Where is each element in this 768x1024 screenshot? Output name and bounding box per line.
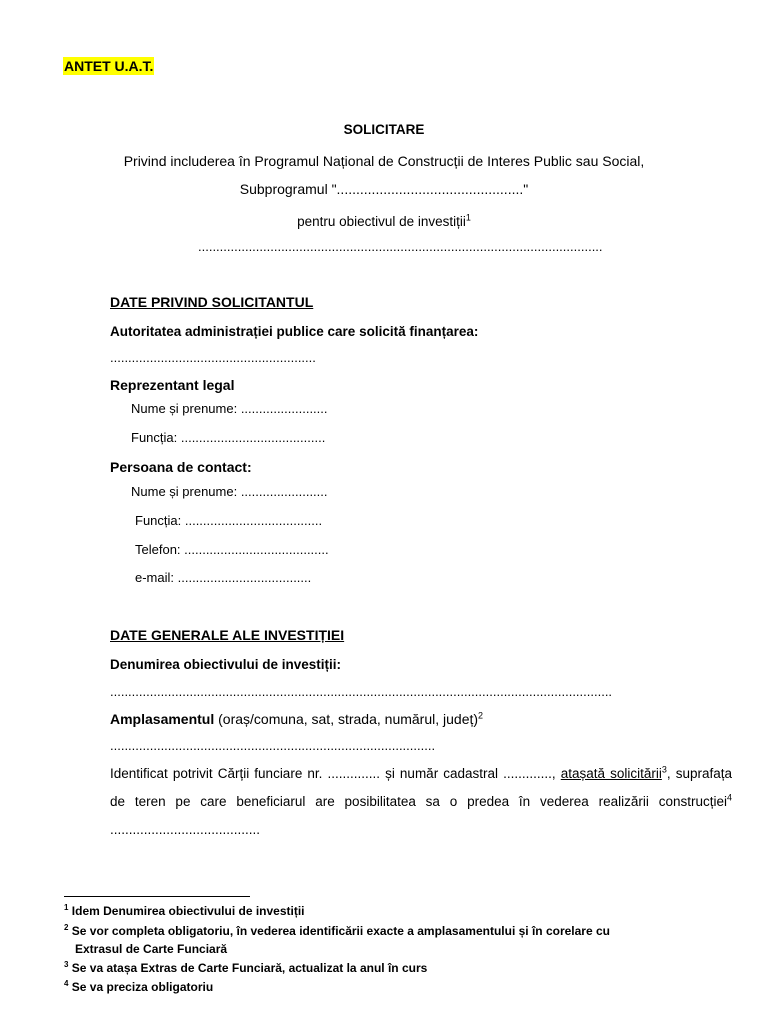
section-solicitant-heading: DATE PRIVIND SOLICITANTUL [110, 294, 314, 310]
intro-dotted-line: ................................................................................................................ [198, 239, 603, 254]
intro-line-3-text: pentru obiectivul de investiții [297, 214, 466, 229]
footnote-1-num: 1 [64, 903, 69, 912]
footnote-4-text: Se va preciza obligatoriu [71, 980, 214, 994]
authority-label: Autoritatea administrației publice care solicită finanțarea: [110, 324, 479, 339]
section-investment-heading: DATE GENERALE ALE INVESTIȚIEI [110, 627, 345, 643]
location-value: .......................................................................................... [110, 738, 436, 753]
footnote-1-text: Idem Denumirea obiectivului de investiții [71, 904, 305, 918]
intro-line-3 [0, 214, 768, 229]
footnote-2-num: 2 [64, 923, 69, 932]
footnote-ref-2: 2 [478, 710, 484, 721]
footnote-3-num: 3 [64, 960, 69, 969]
para-link-attached: atașată solicitării [560, 766, 662, 781]
footnote-1 [64, 902, 305, 920]
para-part-1: Identificat potrivit Cărții funciare nr. .............. și număr cadastral ............., [110, 766, 561, 781]
investment-name-value: ........................................................................................................................................... [110, 684, 613, 699]
intro-line-1: Privind includerea în Programul Național de Construcții de Interes Public sau Social, [123, 153, 645, 169]
footnote-2-text: Se vor completa obligatoriu, în vederea identificării exacte a amplasamentului și în corelare cu [71, 924, 610, 938]
legal-rep-label: Reprezentant legal [110, 377, 235, 393]
location-label: Amplasamentul [110, 711, 215, 727]
footnote-ref-3: 3 [661, 764, 667, 775]
antet-highlight: ANTET U.A.T. [64, 58, 154, 74]
authority-value: ......................................................... [110, 350, 316, 365]
footnote-ref-4: 4 [726, 792, 732, 803]
legal-rep-name: Nume și prenume: ........................ [131, 401, 328, 416]
location-hint: (oraș/comuna, sat, strada, numărul, județ) [214, 711, 479, 727]
investment-name-label: Denumirea obiectivului de investiții: [110, 657, 342, 672]
footnote-ref-1: 1 [465, 212, 471, 223]
contact-function: Funcția: ...................................... [135, 513, 323, 528]
footnote-2 [64, 922, 610, 940]
contact-name: Nume și prenume: ........................ [131, 484, 328, 499]
intro-line-2: Subprogramul "................................................" [239, 181, 529, 197]
legal-rep-function: Funcția: ........................................ [131, 430, 326, 445]
location-line [110, 711, 483, 727]
footnote-3 [64, 959, 427, 977]
contact-label: Persoana de contact: [110, 459, 252, 475]
contact-phone: Telefon: ........................................ [135, 542, 329, 557]
contact-email: e-mail: ..................................... [135, 570, 312, 585]
cadastral-paragraph [110, 760, 732, 844]
para-part-3: ........................................ [110, 822, 261, 837]
footnote-4 [64, 978, 213, 996]
footnote-separator [64, 896, 250, 897]
antet-uat [63, 58, 154, 76]
footnote-4-num: 4 [64, 979, 69, 988]
footnote-3-text: Se va atașa Extras de Carte Funciară, actualizat la anul în curs [71, 961, 428, 975]
document-title: SOLICITARE [343, 122, 425, 137]
para-part-2: , suprafața de teren pe care beneficiarul are posibilitatea sa o predea în vederea realizării construcției [110, 766, 733, 809]
footnote-2-continued: Extrasul de Carte Funciară [75, 942, 228, 956]
